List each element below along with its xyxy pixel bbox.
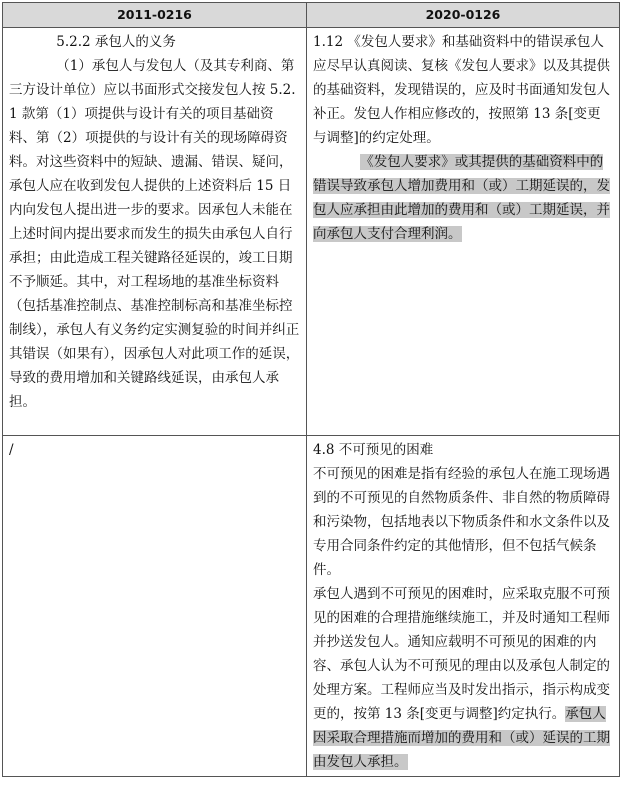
clause-text-span: 承包人遇到不可预见的困难时，应采取克服不可预见的困难的合理措施继续施工，并及时通知工程师并抄送发包人。通知应载明不可预见的困难的内容、承包人认为不可预见的理由以及承包人制定的处理方案。工程师应当及时发出指示，指示构成变更的，按第 13 条[变更与调整]约定执行。 <box>313 586 610 722</box>
header-row <box>3 3 620 28</box>
table-row <box>3 436 620 777</box>
highlighted-text: 《发包人要求》或其提供的基础资料中的错误导致承包人增加费用和（或）工期延误的，发包人应承担由此增加的费用和（或）工期延误，并向承包人支付合理利润。 <box>313 154 610 242</box>
cell-2011-obligations <box>3 28 307 436</box>
clause-heading: 5.2.2 承包人的义务 <box>56 34 176 50</box>
clause-heading: 4.8 不可预见的困难 <box>313 442 434 458</box>
clause-text: 1.12 《发包人要求》和基础资料中的错误承包人应尽早认真阅读、复核《发包人要求》以及其提供的基础资料，发现错误的，应及时书面通知发包人补正。发包人作相应修改的，按照第 13 条[变更与调整]的约定处理。 <box>313 34 610 146</box>
clause-text <box>313 582 613 774</box>
clause-text: 不可预见的困难是指有经验的承包人在施工现场遇到的不可预见的自然物质条件、非自然的物质障碍和污染物，包括地表以下物质条件和水文条件以及专用合同条件约定的其他情形，但不包括气候条件。 <box>313 466 610 578</box>
header-right: 2020-0126 <box>307 3 620 28</box>
cell-2011-empty <box>3 436 307 777</box>
highlighted-text: 承包人因采取合理措施而增加的费用和（或）延误的工期由发包人承担。 <box>313 706 610 770</box>
clause-text: （1）承包人与发包人（及其专利商、第三方设计单位）应以书面形式交接发包人按 5.2.1 款第（1）项提供与设计有关的项目基础资料、第（2）项提供的与设计有关的现场障碍资料。对这些资料中的短缺、遗漏、错误、疑问，承包人应在收到发包人提供的上述资料后 15 日内向发包人提出进一步的要求。因承包人未能在上述时间内提出要求而发生的损失由承包人自行承担；由此造成工程关键路径延误的，竣工日期不予顺延。其中，对工程场地的基准坐标资料（包括基准控制点、基准控制标高和基准坐标控制线），承包人有义务约定实测复验的时间并纠正其错误（如果有），因承包人对此项工作的延误，导致的费用增加和关键路线延误，由承包人承担。 <box>9 58 300 410</box>
empty-marker: / <box>9 442 14 458</box>
comparison-table <box>2 2 620 777</box>
header-left: 2011-0216 <box>3 3 307 28</box>
table-row <box>3 28 620 436</box>
cell-2020-unforeseen <box>307 436 620 777</box>
cell-2020-errors <box>307 28 620 436</box>
